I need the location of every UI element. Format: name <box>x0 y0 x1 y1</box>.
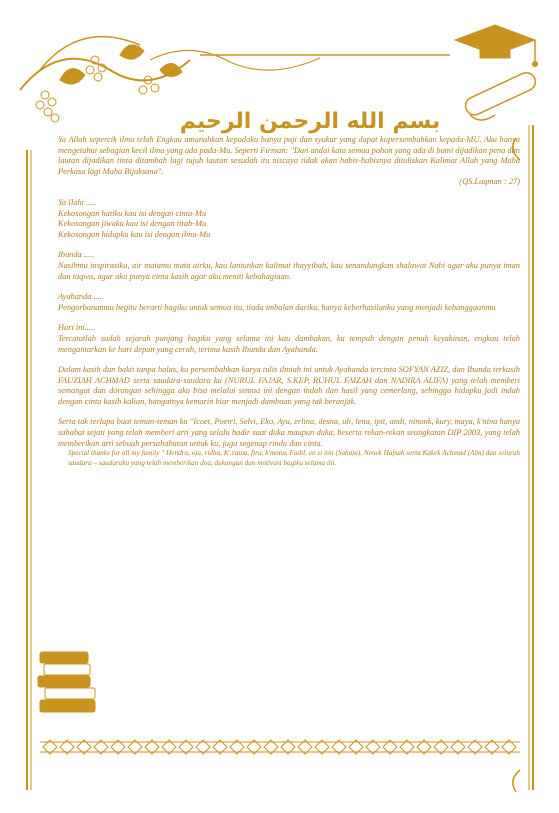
grape-icon <box>44 108 52 116</box>
grape-vine-ornament <box>20 37 190 90</box>
basmala-calligraphy <box>160 100 460 140</box>
section-heading: Ya Ilahi ..... <box>58 197 97 207</box>
special-thanks: Special thanks for all my family " Hendra, oja, ridha, K'.ratna, firu, k'mona, Fadil, en si itin (Sahaja), Nenek Hafsah serta Kakek Achmad (Alm) dan seluruh saudara – saudaraku yang telah memberikan doa, dukungan dan motivasi bagiku selama ini. <box>68 449 520 467</box>
poem-line: Kekosongan hatiku kau isi dengan cinta-Mu <box>58 208 207 218</box>
section-heading: Ibunda ..... <box>58 250 95 260</box>
stacked-books-icon <box>38 652 95 712</box>
grape-icon <box>139 86 147 94</box>
section-hari-ini <box>58 323 520 355</box>
section-body: Nasibmu inspirasiku, air matamu mata airku, kau lantunkan kalimat thayyibah, kau senandungkan shalawat Nabi agar aku punya iman dan taqwa, agar aku punya cinta kasih agar aku meniti kebahagiaan. <box>58 260 520 281</box>
section-heading: Ayahanda ..... <box>58 292 105 302</box>
grape-icon <box>151 84 159 92</box>
section-dedication <box>58 365 520 407</box>
poem-line: Kekosongan hidupku kau isi dengan ilmu-Mu <box>58 229 211 239</box>
dedication-paragraph: Dalam kasih dan bakti tanpa balas, ku persembahkan karya tulis ilmiah ini untuk Ayahanda tercinta SOFYAN AZIZ, dan Ibunda terkasih FAUZIAH ACHMAD serta saudara-saudara ku (NURUL FAJAR, S.KEP, RUHUL FAIZAH dan NADIRA ALIFA) yang telah memberi semangat dan dorongan sehingga aku bisa melalui semua ini dengan indah dan hasil yang cemerlang, sehingga hidupku jadi indah dengan cinta kasih kalian, hangatnya kemarin biar menjadi dambaan yang tak beranjak. <box>58 365 520 406</box>
section-ilahi <box>58 198 520 240</box>
section-heading: Hari ini..... <box>58 323 96 333</box>
intro-paragraph: Ya Allah sepercik ilmu telah Engkau amanahkan kepadaku hanya puji dan syukur yang dapat kupersembahkan kepada-MU. Aku hanya mengetahui sebagian kecil ilmu yang ada pada-Mu. Seperti Firman: "Dan andai kata semua pohon yang ada di bumi dijadikan pena dan lautan dijadikan tinta ditambah lagi tujuh lautan sesudah itu niscaya tidak akan habis-habisnya dituliskan Kalimat Allah yang Maha Perkasa lagi Maha Bijaksana". <box>58 135 520 176</box>
friends-paragraph: Serta tak terlupa buat teman-teman ku "Icoet, Poetri, Selvi, Eko, Ayu, erlina, desna, uli, lena, ipit, andi, ninonk, kury, maya, k'nina hanya sahabat sejati yang telah memberi arti yang selalu hadir saat duka maupun duka, beserta rekan-rekan seangkatan DIP 2003, yang telah memberikan arti sebuah persahabatan untuk ku, juga segenap rindu dan cinta. <box>58 417 520 448</box>
graduation-cap-icon <box>455 25 538 67</box>
quran-reference: (QS.Luqman : 27) <box>459 177 520 187</box>
grape-icon <box>48 98 56 106</box>
grape-icon <box>86 66 94 74</box>
section-body: Pengorbananmu begitu berarti bagiku untuk semua itu, tiada imbalan dariku, hanya keberhasilanku yang menjadi kebanggaanmu <box>58 302 496 312</box>
basmala-text: بسم الله الرحمن الرحيم <box>179 109 441 134</box>
grape-icon <box>51 114 59 122</box>
grape-icon <box>36 101 44 109</box>
poem-line: Kekosongan jiwaku kau isi dengan titah-Mu <box>58 219 207 229</box>
grape-icon <box>41 91 49 99</box>
dedication-text <box>58 135 520 468</box>
section-ayahanda <box>58 292 520 313</box>
diploma-scroll-icon <box>463 70 539 120</box>
section-body: Tercatatlah sudah sejarah panjang bagiku yang selama ini kau dambakan, ku tempuh dengan penuh keyakinan, engkau telah mengantarkan ke hari depan yang cerah, terima kasih Ibunda dan Ayahanda. <box>58 333 520 354</box>
section-ibunda <box>58 250 520 282</box>
grape-icon <box>94 73 102 81</box>
section-friends <box>58 417 520 468</box>
